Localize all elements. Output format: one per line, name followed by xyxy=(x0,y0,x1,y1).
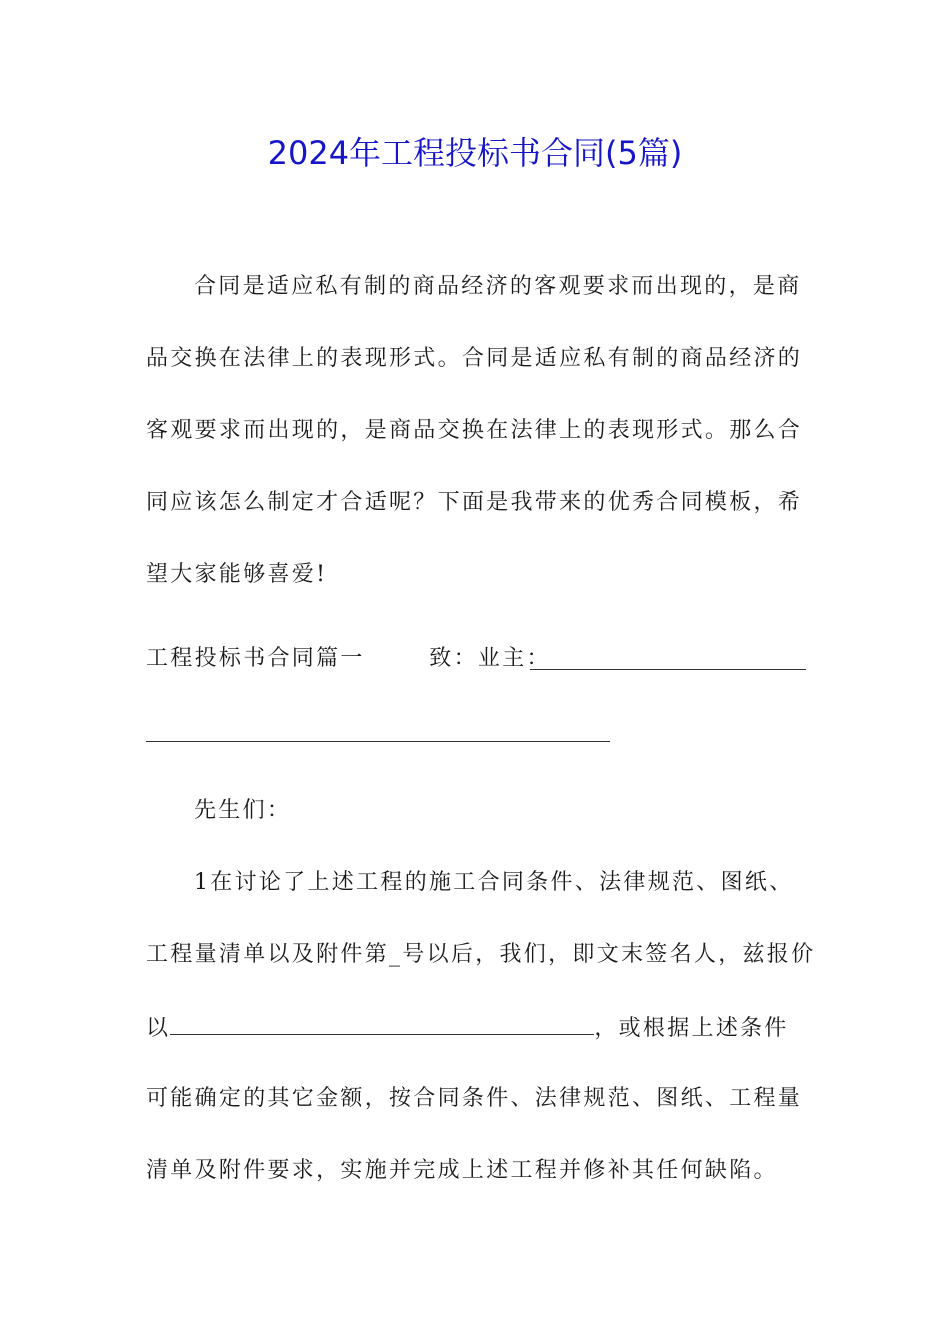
clause-line: 1在讨论了上述工程的施工合同条件、法律规范、图纸、 xyxy=(194,870,794,895)
clause-line-price xyxy=(146,1012,806,1044)
addressee-blank xyxy=(530,669,806,670)
clause-line: 清单及附件要求，实施并完成上述工程并修补其任何缺陷。 xyxy=(146,1158,778,1183)
section-heading: 工程投标书合同篇一 xyxy=(146,646,365,671)
intro-line: 合同是适应私有制的商品经济的客观要求而出现的，是商 xyxy=(194,274,802,299)
salutation: 先生们： xyxy=(194,798,292,823)
addressee-blank-continued xyxy=(146,741,610,742)
price-prefix: 以 xyxy=(146,1016,171,1041)
intro-line: 客观要求而出现的，是商品交换在法律上的表现形式。那么合 xyxy=(146,418,803,443)
clause-line: 工程量清单以及附件第_号以后，我们，即文末签名人，兹报价 xyxy=(146,942,816,967)
clause-line: 可能确定的其它金额，按合同条件、法律规范、图纸、工程量 xyxy=(146,1086,803,1111)
intro-line: 同应该怎么制定才合适呢？下面是我带来的优秀合同模板，希 xyxy=(146,490,803,515)
addressee-label: 致：业主： xyxy=(429,646,551,671)
document-title: 2024年工程投标书合同(5篇) xyxy=(267,134,683,172)
intro-line: 望大家能够喜爱! xyxy=(146,562,328,587)
price-blank xyxy=(170,1012,594,1035)
intro-line: 品交换在法律上的表现形式。合同是适应私有制的商品经济的 xyxy=(146,346,803,371)
price-suffix: ，或根据上述条件 xyxy=(594,1016,789,1041)
